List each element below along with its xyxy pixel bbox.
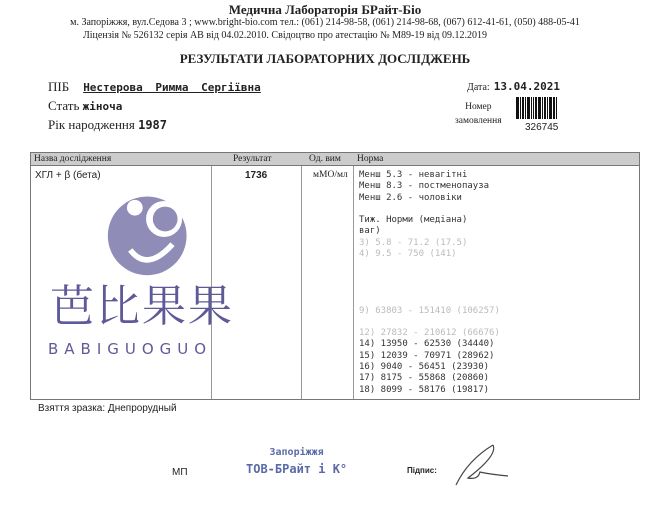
barcode-bar [533,97,534,119]
test-unit: мМО/мл [313,170,348,180]
watermark-cn: 芭比果果 [50,281,234,332]
norm-line: Менш 2.6 - чоловіки [359,192,462,203]
table-header [31,153,639,166]
norm-line: 12) 27832 - 210612 (66676) [359,328,500,339]
patient-sex-row [48,98,122,114]
norm-line: 18) 8099 - 58176 (19817) [359,384,490,395]
signature-icon [448,440,518,490]
norm-line: Менш 5.3 - невагітні [359,170,468,180]
barcode [516,97,568,119]
norm-line [359,317,500,328]
norm-line: 3) 5.8 - 71.2 (17.5) [359,237,468,248]
norm-line [359,294,500,305]
norm-line [359,283,500,294]
sample-location: Взяття зразка: Днепрорудный [38,403,177,414]
lab-license: Ліцензія № 526132 серія АВ від 04.02.2010. Свідоцтво про атестацію № М89-19 від 09.12.2019 [83,30,487,41]
norm-line [359,260,500,271]
col-test: Назва дослідження [34,154,112,164]
norm-line [359,272,500,283]
patient-name-row [48,79,261,95]
patient-sex: жіноча [82,100,123,113]
col-norm: Норма [357,154,384,164]
norm-line: ваг) [359,226,381,237]
year-label: Рік народження [48,117,135,132]
norm-line: 14) 13950 - 62530 (34440) [359,339,495,350]
norm-line: 16) 9040 - 56451 (23930) [359,362,490,373]
norm-line [359,204,500,215]
norm-line: Тиж. Норми (медіана) [359,215,468,226]
stamp-line-2: ТОВ-БРайт і К° [246,462,348,476]
watermark-logo-icon [100,188,200,278]
barcode-bar [542,97,543,119]
barcode-bar [549,97,552,119]
barcode-bar [516,97,519,119]
barcode-bar [527,97,530,119]
test-norm [359,170,500,396]
norm-line: 15) 12039 - 70971 (28962) [359,350,495,361]
sex-label: Стать [48,98,80,113]
order-label-1: Номер [465,102,492,112]
date-row [467,80,560,93]
patient-year-row [48,117,167,133]
norm-line: Менш 8.3 - постменопауза [359,181,490,192]
stamp-line-1: Запоріжжя [269,447,324,458]
page-title: РЕЗУЛЬТАТИ ЛАБОРАТОРНИХ ДОСЛІДЖЕНЬ [179,51,471,66]
barcode-bar [535,97,537,119]
norm-line: 9) 63803 - 151410 (106257) [359,305,500,316]
name-label: ПІБ [48,79,70,94]
signature-label: Підпис: [407,466,437,475]
patient-year: 1987 [138,118,168,132]
barcode-bar [544,97,546,119]
order-number: 326745 [525,122,559,133]
stamp [246,444,347,478]
mp-label: МП [172,467,188,478]
col-unit: Од. вим [309,154,341,164]
order-label [455,100,502,128]
barcode-bar [556,97,557,119]
watermark-en: BABIGUOGUO [48,340,213,358]
patient-name: Нестерова Римма Сергіївна [83,81,261,94]
norm-line: 4) 9.5 - 750 (141) [359,249,457,260]
barcode-bar [553,97,555,119]
barcode-bar [520,97,521,119]
barcode-bar [547,97,548,119]
norm-line: 17) 8175 - 55868 (20860) [359,373,490,384]
barcode-bar [531,97,532,119]
barcode-bar [522,97,524,119]
test-result: 1736 [245,170,268,181]
barcode-bar [538,97,541,119]
lab-name: Медична Лабораторія БРайт-Біо [228,2,422,17]
test-name: ХГЛ + β (бета) [35,170,101,181]
col-result: Результат [233,154,272,164]
report-date: 13.04.2021 [493,80,560,93]
date-label: Дата: [467,82,490,93]
barcode-bar [525,97,526,119]
lab-address: м. Запоріжжя, вул.Седова 3 ; www.bright-bio.com тел.: (061) 214-98-58, (061) 214-98-68, (067) 612-41-61, (050) 488-05-41 [70,17,580,28]
order-label-2: замовлення [455,116,502,126]
